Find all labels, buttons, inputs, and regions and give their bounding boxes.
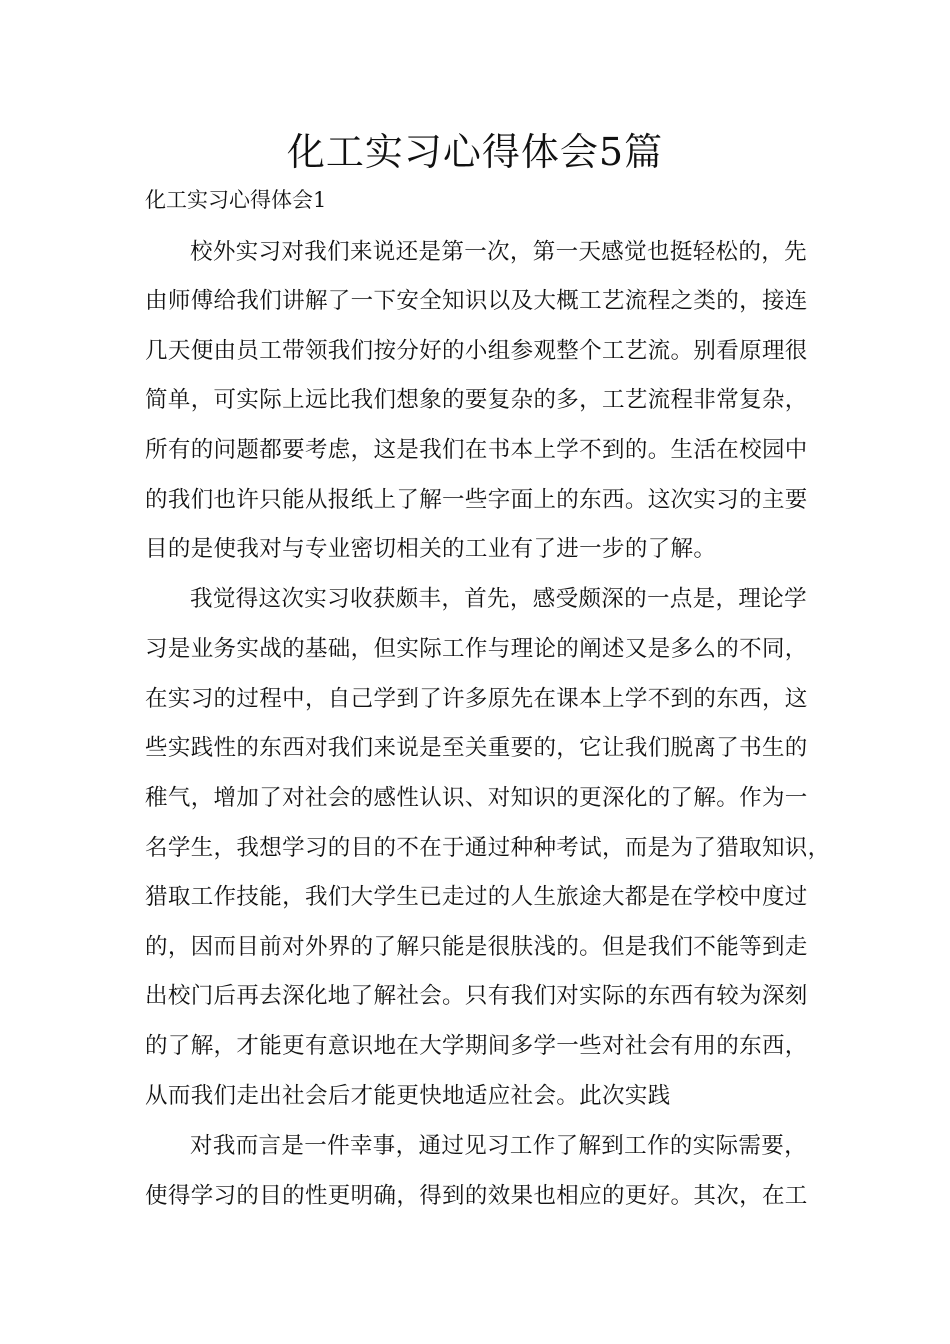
paragraph-line: 所有的问题都要考虑，这是我们在书本上学不到的。生活在校园中 — [145, 437, 808, 463]
paragraph-line: 出校门后再去深化地了解社会。只有我们对实际的东西有较为深刻 — [145, 983, 808, 1009]
paragraph-line: 几天便由员工带领我们按分好的小组参观整个工艺流。别看原理很 — [145, 338, 808, 364]
paragraph-line: 习是业务实战的基础，但实际工作与理论的阐述又是多么的不同， — [145, 636, 808, 662]
paragraph-line: 的我们也许只能从报纸上了解一些字面上的东西。这次实习的主要 — [145, 487, 808, 513]
paragraph-line: 使得学习的目的性更明确，得到的效果也相应的更好。其次，在工 — [145, 1183, 808, 1209]
paragraph-line: 校外实习对我们来说还是第一次，第一天感觉也挺轻松的，先 — [190, 239, 807, 265]
paragraph-line: 的，因而目前对外界的了解只能是很肤浅的。但是我们不能等到走 — [145, 934, 808, 960]
paragraph-line: 些实践性的东西对我们来说是至关重要的，它让我们脱离了书生的 — [145, 735, 808, 761]
paragraph-line: 从而我们走出社会后才能更快地适应社会。此次实践 — [145, 1083, 671, 1109]
paragraph-line: 由师傅给我们讲解了一下安全知识以及大概工艺流程之类的，接连 — [145, 288, 808, 314]
paragraph-line: 名学生，我想学习的目的不在于通过种种考试，而是为了猎取知识， — [145, 835, 831, 861]
paragraph-line: 我觉得这次实习收获颇丰，首先，感受颇深的一点是，理论学 — [190, 586, 807, 612]
document-title: 化工实习心得体会5篇 — [286, 130, 664, 174]
section-heading: 化工实习心得体会1 — [145, 188, 327, 212]
paragraph-line: 目的是使我对与专业密切相关的工业有了进一步的了解。 — [145, 536, 717, 562]
paragraph-line: 在实习的过程中，自己学到了许多原先在课本上学不到的东西，这 — [145, 686, 808, 712]
paragraph-line: 对我而言是一件幸事，通过见习工作了解到工作的实际需要， — [190, 1133, 807, 1159]
paragraph-line: 简单，可实际上远比我们想象的要复杂的多，工艺流程非常复杂， — [145, 387, 808, 413]
paragraph-line: 的了解，才能更有意识地在大学期间多学一些对社会有用的东西， — [145, 1033, 808, 1059]
paragraph-line: 稚气，增加了对社会的感性认识、对知识的更深化的了解。作为一 — [145, 785, 808, 811]
paragraph-line: 猎取工作技能，我们大学生已走过的人生旅途大都是在学校中度过 — [145, 884, 808, 910]
